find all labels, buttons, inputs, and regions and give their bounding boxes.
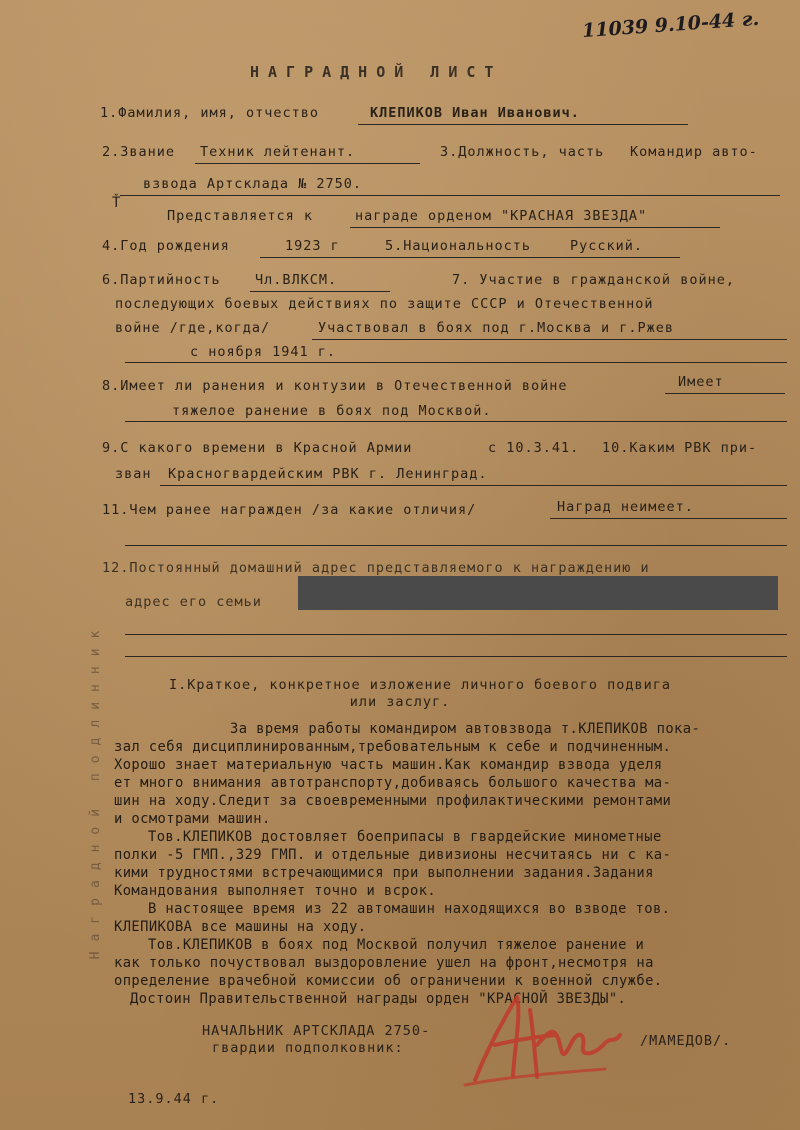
field-8-label: 8.Имеет ли ранения и контузии в Отечественной войне	[102, 378, 568, 394]
body-line: Достоин Правительственной награды орден "КРАСНОЙ ЗВЕЗДЫ".	[130, 991, 627, 1007]
side-stamp	[88, 555, 106, 1025]
field-8-value: Имеет	[678, 374, 724, 390]
field-7-value: Участвовал в боях под г.Москва и г.Ржев	[318, 320, 674, 336]
signatory-position: НАЧАЛЬНИК АРТСКЛАДА 2750-	[202, 1023, 431, 1039]
field-3-label: 3.Должность, часть	[440, 144, 605, 160]
presented-underline	[350, 227, 720, 228]
field-12-label: 12.Постоянный домашний адрес представляемого к награждению и	[102, 560, 650, 576]
field-11-value: Наград неимеет.	[557, 499, 694, 515]
field-7-label-2: последующих боевых действиях по защите СССР и Отечественной	[115, 296, 654, 312]
body-line: зал себя дисциплинированным,требовательным к себе и подчиненным.	[114, 739, 672, 755]
body-line: кими трудностями встречающимися при выполнении задания.Задания	[114, 865, 654, 881]
body-line: ет много внимания автотранспорту,добиваясь большого качества ма-	[114, 775, 672, 791]
body-line: В настоящее время из 22 автомашин находящихся во взводе тов.	[148, 901, 671, 917]
field-10-label-2: зван	[115, 466, 152, 482]
field-12-underline-2	[125, 656, 787, 657]
field-10-underline	[160, 485, 787, 486]
redacted-address	[298, 576, 778, 610]
field-5-label: 5.Национальность	[385, 238, 532, 254]
field-9-label: 9.С какого времени в Красной Армии	[102, 440, 413, 456]
field-7-underline-2	[125, 362, 787, 363]
field-9-value: с 10.3.41.	[488, 440, 580, 456]
field-8-underline-2	[125, 421, 787, 422]
field-11-underline-2	[125, 545, 787, 546]
body-line: Тов.КЛЕПИКОВ в боях под Москвой получил тяжелое ранение и	[148, 937, 645, 953]
field-2-value: Техник лейтенант.	[200, 144, 356, 160]
document-date: 13.9.44 г.	[128, 1091, 220, 1107]
field-7-underline	[312, 339, 787, 340]
field-11-label: 11.Чем ранее награжден /за какие отличия/	[102, 502, 477, 518]
field-3-value-cont: взвода Артсклада № 2750.	[143, 176, 363, 192]
field-7-label: 7. Участие в гражданской войне,	[452, 272, 735, 288]
body-line: Тов.КЛЕПИКОВ достовляет боеприпасы в гвардейские минометные	[148, 829, 662, 845]
body-line: шин на ходу.Следит за своевременными профилактическими ремонтами	[114, 793, 672, 809]
field-8-underline	[665, 393, 785, 394]
field-3-value: Командир авто-	[630, 144, 758, 160]
field-8-value-2: тяжелое ранение в боях под Москвой.	[172, 403, 492, 419]
archive-number: 11039 9.10-44 г.	[581, 7, 760, 43]
field-12-underline	[125, 634, 787, 635]
body-line: определение врачебной комиссии об ограничении к военной службе.	[114, 973, 663, 989]
field-11-underline	[550, 518, 787, 519]
document-title: НАГРАДНОЙ ЛИСТ	[250, 63, 503, 81]
body-line: Командования выполняет точно и всрок.	[114, 883, 437, 899]
field-6-value: Чл.ВЛКСМ.	[255, 272, 338, 288]
field-3-underline	[120, 195, 780, 196]
section-title: I.Краткое, конкретное изложение личного боевого подвига	[168, 677, 672, 693]
signatory-name: /МАМЕДОВ/.	[640, 1033, 732, 1049]
field-1-underline	[358, 124, 688, 125]
field-2-underline	[195, 163, 420, 164]
field-2-label: 2.Звание	[102, 144, 176, 160]
field-6-underline	[250, 291, 390, 292]
presented-value: награде орденом "КРАСНАЯ ЗВЕЗДА"	[355, 208, 648, 224]
field-12-label-2: адрес его семьи	[125, 594, 262, 610]
signatory-rank: гвардии подполковник:	[212, 1040, 404, 1056]
side-stamp-text: Наградной подлинник	[88, 620, 103, 960]
field-4-underline	[260, 257, 680, 258]
field-4-label: 4.Год рождения	[102, 238, 230, 254]
handwritten-signature	[455, 985, 625, 1095]
field-10-label: 10.Каким РВК при-	[602, 440, 758, 456]
body-line: За время работы командиром автовзвода т.КЛЕПИКОВ пока-	[230, 721, 701, 737]
field-1-value: КЛЕПИКОВ Иван Иванович.	[370, 105, 580, 121]
field-1-label: 1.Фамилия, имя, отчество	[100, 105, 320, 121]
field-7-value-2: с ноября 1941 г.	[190, 344, 337, 360]
body-line: Хорошо знает материальную часть машин.Как командир взвода уделя	[114, 757, 663, 773]
body-line: как только почуствовал выздоровление ушел на фронт,несмотря на	[114, 955, 654, 971]
field-4-value: 1923 г	[285, 238, 340, 254]
body-line: КЛЕПИКОВА все машины на ходу.	[114, 919, 367, 935]
field-7-label-3: войне /где,когда/	[115, 320, 271, 336]
margin-mark: Ť	[112, 195, 121, 211]
field-6-label: 6.Партийность	[102, 272, 221, 288]
section-title-2: или заслуг.	[349, 694, 451, 710]
field-10-value: Красногвардейским РВК г. Ленинград.	[168, 466, 488, 482]
body-line: и осмотрами машин.	[114, 811, 271, 827]
presented-label: Представляется к	[167, 208, 314, 224]
body-line: полки -5 ГМП.,329 ГМП. и отдельные дивизионы несчитаясь ни с ка-	[114, 847, 672, 863]
field-5-value: Русский.	[570, 238, 644, 254]
